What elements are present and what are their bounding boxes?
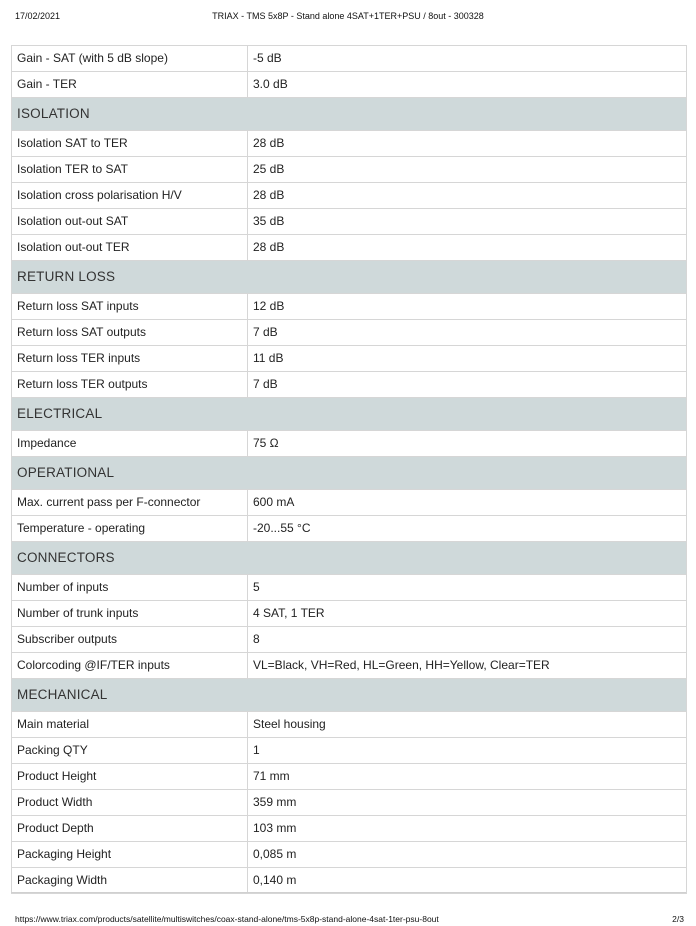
spec-row [12, 868, 687, 894]
spec-label: Isolation SAT to TER [12, 131, 248, 157]
spec-label: Temperature - operating [12, 516, 248, 542]
spec-row [12, 431, 687, 457]
spec-value: 11 dB [248, 346, 687, 372]
spec-row [12, 346, 687, 372]
spec-label: Isolation out-out SAT [12, 209, 248, 235]
spec-value: 28 dB [248, 131, 687, 157]
page-title: TRIAX - TMS 5x8P - Stand alone 4SAT+1TER+PSU / 8out - 300328 [212, 11, 484, 21]
spec-value: 35 dB [248, 209, 687, 235]
spec-row [12, 601, 687, 627]
spec-row [12, 842, 687, 868]
spec-table [11, 45, 687, 894]
spec-label: Return loss TER outputs [12, 372, 248, 398]
spec-label: Isolation out-out TER [12, 235, 248, 261]
footer-divider [11, 892, 686, 893]
spec-value: Steel housing [248, 712, 687, 738]
spec-row [12, 131, 687, 157]
spec-label: Gain - SAT (with 5 dB slope) [12, 46, 248, 72]
spec-label: Isolation cross polarisation H/V [12, 183, 248, 209]
spec-value: 0,085 m [248, 842, 687, 868]
spec-label: Gain - TER [12, 72, 248, 98]
spec-value: 600 mA [248, 490, 687, 516]
section-header-row [12, 679, 687, 712]
spec-value: 4 SAT, 1 TER [248, 601, 687, 627]
spec-row [12, 790, 687, 816]
spec-row [12, 738, 687, 764]
spec-value: 75 Ω [248, 431, 687, 457]
spec-value: -5 dB [248, 46, 687, 72]
spec-value: 25 dB [248, 157, 687, 183]
page-url: https://www.triax.com/products/satellite/multiswitches/coax-stand-alone/tms-5x8p-stand-alone-4sat-1ter-psu-8out [15, 914, 439, 924]
spec-label: Packaging Height [12, 842, 248, 868]
section-header-row [12, 457, 687, 490]
spec-label: Isolation TER to SAT [12, 157, 248, 183]
spec-value: 1 [248, 738, 687, 764]
spec-row [12, 816, 687, 842]
section-header-row [12, 542, 687, 575]
spec-value: 0,140 m [248, 868, 687, 894]
spec-value: 103 mm [248, 816, 687, 842]
page-number: 2/3 [672, 914, 684, 924]
spec-label: Return loss TER inputs [12, 346, 248, 372]
section-title: ISOLATION [12, 98, 687, 131]
spec-row [12, 764, 687, 790]
spec-row [12, 320, 687, 346]
spec-label: Return loss SAT inputs [12, 294, 248, 320]
spec-value: 28 dB [248, 183, 687, 209]
spec-row [12, 653, 687, 679]
print-header [15, 11, 681, 25]
spec-label: Max. current pass per F-connector [12, 490, 248, 516]
spec-row [12, 490, 687, 516]
spec-label: Number of trunk inputs [12, 601, 248, 627]
spec-value: 28 dB [248, 235, 687, 261]
spec-label: Impedance [12, 431, 248, 457]
spec-label: Return loss SAT outputs [12, 320, 248, 346]
spec-value: 12 dB [248, 294, 687, 320]
spec-row [12, 372, 687, 398]
section-title: MECHANICAL [12, 679, 687, 712]
section-title: ELECTRICAL [12, 398, 687, 431]
spec-label: Subscriber outputs [12, 627, 248, 653]
spec-row [12, 209, 687, 235]
spec-label: Product Width [12, 790, 248, 816]
spec-label: Number of inputs [12, 575, 248, 601]
print-date: 17/02/2021 [15, 11, 61, 21]
spec-label: Colorcoding @IF/TER inputs [12, 653, 248, 679]
spec-table-body [12, 46, 687, 894]
section-title: CONNECTORS [12, 542, 687, 575]
spec-row [12, 46, 687, 72]
section-header-row [12, 261, 687, 294]
spec-label: Product Depth [12, 816, 248, 842]
spec-row [12, 712, 687, 738]
section-header-row [12, 98, 687, 131]
spec-row [12, 627, 687, 653]
spec-value: 359 mm [248, 790, 687, 816]
spec-row [12, 157, 687, 183]
spec-label: Packaging Width [12, 868, 248, 894]
spec-value: 8 [248, 627, 687, 653]
spec-value: 71 mm [248, 764, 687, 790]
spec-label: Product Height [12, 764, 248, 790]
spec-label: Packing QTY [12, 738, 248, 764]
spec-row [12, 575, 687, 601]
spec-value: 5 [248, 575, 687, 601]
spec-row [12, 72, 687, 98]
spec-row [12, 294, 687, 320]
spec-value: VL=Black, VH=Red, HL=Green, HH=Yellow, Clear=TER [248, 653, 687, 679]
spec-value: 7 dB [248, 372, 687, 398]
spec-row [12, 183, 687, 209]
spec-value: 3.0 dB [248, 72, 687, 98]
spec-row [12, 235, 687, 261]
section-header-row [12, 398, 687, 431]
spec-value: 7 dB [248, 320, 687, 346]
section-title: OPERATIONAL [12, 457, 687, 490]
print-footer [15, 914, 684, 926]
spec-label: Main material [12, 712, 248, 738]
spec-value: -20...55 °C [248, 516, 687, 542]
section-title: RETURN LOSS [12, 261, 687, 294]
spec-row [12, 516, 687, 542]
